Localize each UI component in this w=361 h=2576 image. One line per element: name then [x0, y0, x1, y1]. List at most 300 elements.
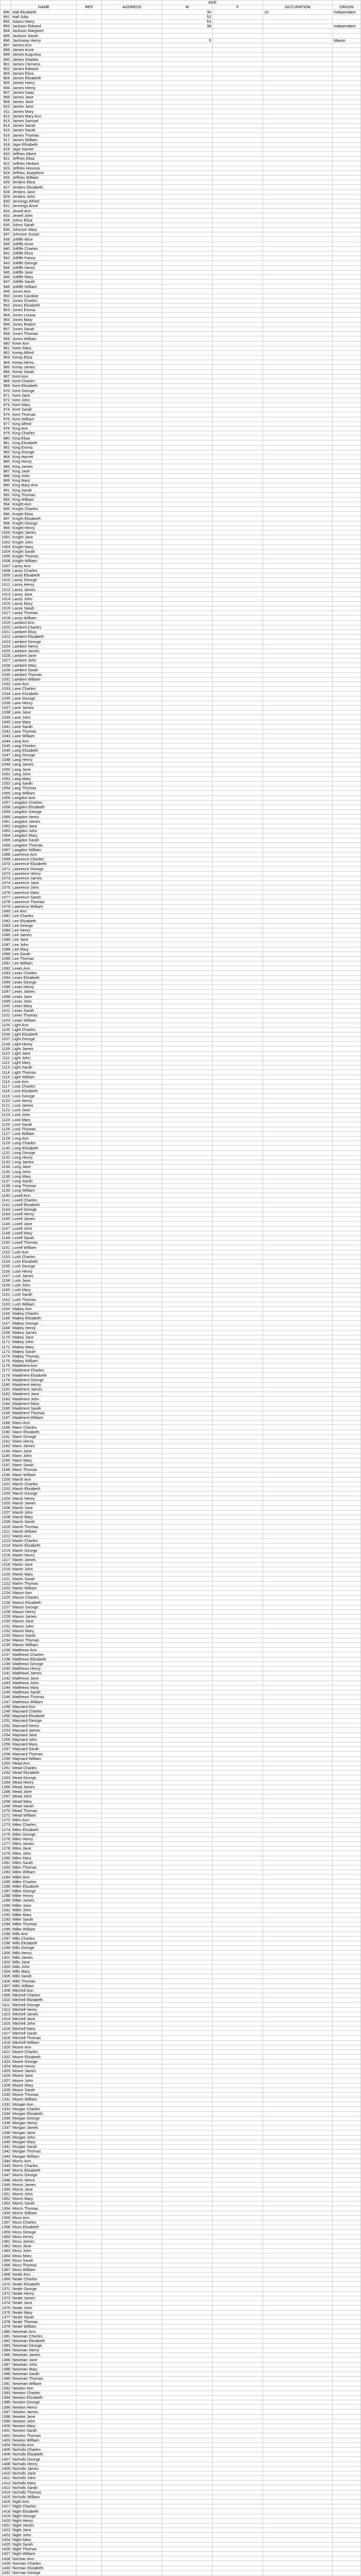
table-row — [1, 2244, 361, 2248]
person-name: Miles Henry — [11, 1837, 77, 1841]
table-row — [1, 1453, 361, 1458]
occupation-cell — [263, 2518, 333, 2523]
age-female-cell — [213, 658, 263, 663]
person-name: King Mary — [11, 478, 77, 483]
row-number: 1143 — [1, 1207, 11, 1212]
age-female-cell — [213, 393, 263, 398]
person-name: Matthews Ann — [11, 1648, 77, 1652]
age-female-cell — [213, 2159, 263, 2163]
address-cell — [102, 180, 162, 185]
age-female-cell — [213, 952, 263, 956]
occupation-cell — [263, 2504, 333, 2509]
occupation-cell — [263, 2485, 333, 2490]
row-number: 945 — [1, 270, 11, 275]
age-male-cell — [162, 1212, 213, 1217]
table-row — [1, 635, 361, 639]
occupation-cell — [263, 157, 333, 161]
origin-cell — [333, 1667, 361, 1671]
ref-cell — [77, 289, 102, 294]
person-name: Jones Thomas — [11, 332, 77, 336]
origin-cell — [333, 2022, 361, 2026]
table-row — [1, 990, 361, 994]
occupation-cell — [263, 2462, 333, 2466]
ref-cell — [77, 171, 102, 175]
person-name: Kemp James — [11, 365, 77, 369]
origin-cell — [333, 502, 361, 506]
table-row — [1, 1941, 361, 1945]
ref-cell — [77, 53, 102, 57]
origin-cell — [333, 810, 361, 815]
table-row — [1, 2556, 361, 2561]
origin-cell — [333, 47, 361, 52]
table-row — [1, 668, 361, 672]
age-male-cell — [162, 1633, 213, 1638]
address-cell — [102, 1416, 162, 1420]
person-name: Mabey Charles — [11, 1311, 77, 1316]
address-cell — [102, 436, 162, 440]
address-cell — [102, 521, 162, 526]
occupation-cell — [263, 303, 333, 308]
age-male-cell — [162, 1964, 213, 1969]
row-number: 957 — [1, 327, 11, 331]
table-row — [1, 1321, 361, 1326]
ref-cell — [77, 2414, 102, 2419]
age-male-cell — [162, 1307, 213, 1311]
origin-cell — [333, 1098, 361, 1103]
origin-cell — [333, 1307, 361, 1311]
person-name: Light James — [11, 1046, 77, 1051]
ref-cell — [77, 971, 102, 975]
occupation-cell — [263, 1183, 333, 1188]
age-female-cell — [213, 625, 263, 630]
person-name: Lane Charles — [11, 687, 77, 691]
table-row — [1, 900, 361, 904]
origin-cell — [333, 1468, 361, 1472]
row-number: 1116 — [1, 1079, 11, 1084]
occupation-cell — [263, 171, 333, 175]
person-name: Lush Thomas — [11, 1297, 77, 1302]
table-row — [1, 1463, 361, 1467]
origin-cell — [333, 166, 361, 171]
table-row — [1, 2518, 361, 2523]
age-male-cell — [162, 1808, 213, 1813]
address-cell — [102, 2405, 162, 2410]
ref-cell — [77, 1723, 102, 1728]
person-name: Morris George — [11, 2173, 77, 2178]
age-male-cell — [162, 2410, 213, 2414]
person-name: Night Charles — [11, 2504, 77, 2509]
person-name: Neale Henry — [11, 2291, 77, 2296]
table-row — [1, 43, 361, 47]
row-number: 1136 — [1, 1174, 11, 1179]
person-name: Lambert William — [11, 677, 77, 682]
age-male-cell — [162, 1084, 213, 1089]
origin-cell — [333, 2225, 361, 2230]
occupation-cell — [263, 890, 333, 895]
row-number: 981 — [1, 440, 11, 445]
age-female-cell — [213, 1023, 263, 1027]
ref-cell — [77, 317, 102, 322]
origin-cell — [333, 1179, 361, 1183]
table-row — [1, 2481, 361, 2485]
ref-cell — [77, 246, 102, 251]
table-row — [1, 2111, 361, 2116]
origin-cell — [333, 256, 361, 261]
person-name: James Harry — [11, 81, 77, 86]
row-number: 1344 — [1, 2159, 11, 2163]
person-name: Lacey Ann — [11, 564, 77, 568]
person-name: Mead Jane — [11, 1789, 77, 1794]
age-female-cell — [213, 341, 263, 346]
row-number: 1408 — [1, 2462, 11, 2466]
table-row — [1, 2187, 361, 2192]
age-female-cell — [213, 408, 263, 412]
ref-cell — [77, 1051, 102, 1056]
age-female-cell — [213, 2514, 263, 2518]
occupation-cell — [263, 795, 333, 800]
origin-cell — [333, 1146, 361, 1150]
person-name: Moss James — [11, 2239, 77, 2244]
origin-cell — [333, 1609, 361, 1614]
age-male-cell — [162, 2438, 213, 2443]
age-male-cell — [162, 824, 213, 828]
age-male-cell — [162, 620, 213, 625]
person-name: Hall Elizabeth — [11, 10, 77, 14]
row-number: 1220 — [1, 1572, 11, 1577]
age-female-cell — [213, 1837, 263, 1841]
origin-cell — [333, 1189, 361, 1193]
occupation-cell — [263, 66, 333, 71]
address-cell — [102, 1108, 162, 1112]
person-name: Morgan Jane — [11, 2130, 77, 2135]
age-female-cell — [213, 2036, 263, 2040]
age-male-cell — [162, 2282, 213, 2286]
address-cell — [102, 2301, 162, 2306]
age-female-cell — [213, 1562, 263, 1567]
row-number: 949 — [1, 289, 11, 294]
row-number: 1224 — [1, 1591, 11, 1596]
row-number: 1228 — [1, 1609, 11, 1614]
address-cell — [102, 743, 162, 748]
age-male-cell — [162, 980, 213, 985]
origin-cell — [333, 2485, 361, 2490]
age-male-cell — [162, 1804, 213, 1808]
occupation-cell — [263, 133, 333, 138]
age-female-cell — [213, 1004, 263, 1008]
row-number: 1242 — [1, 1676, 11, 1681]
origin-cell — [333, 133, 361, 138]
table-row — [1, 1255, 361, 1259]
address-cell — [102, 2220, 162, 2225]
age-male-cell — [162, 1113, 213, 1117]
row-number: 1009 — [1, 573, 11, 578]
address-cell — [102, 256, 162, 261]
age-male-cell — [162, 2518, 213, 2523]
row-number: 1171 — [1, 1340, 11, 1345]
age-male-cell — [162, 2211, 213, 2215]
age-male-cell — [162, 2263, 213, 2267]
age-male-cell — [162, 1681, 213, 1685]
address-cell — [102, 2509, 162, 2514]
occupation-cell — [263, 1946, 333, 1951]
age-male-cell — [162, 923, 213, 928]
occupation-cell — [263, 1771, 333, 1775]
row-number: 1411 — [1, 2476, 11, 2481]
address-cell — [102, 1591, 162, 1596]
occupation-cell — [263, 86, 333, 90]
origin-cell — [333, 2476, 361, 2481]
row-number: 1151 — [1, 1245, 11, 1250]
ref-cell — [77, 1596, 102, 1600]
occupation-cell — [263, 298, 333, 303]
age-female-cell — [213, 710, 263, 715]
age-female-cell — [213, 767, 263, 772]
age-male-cell — [162, 909, 213, 914]
age-male-cell — [162, 1553, 213, 1557]
address-cell — [102, 956, 162, 961]
age-male-cell — [162, 1217, 213, 1222]
person-name: Lush Charles — [11, 1255, 77, 1259]
origin-cell — [333, 1709, 361, 1714]
row-number: 1045 — [1, 743, 11, 748]
table-row — [1, 1496, 361, 1501]
person-name: Lacey Charles — [11, 568, 77, 573]
row-number: 1219 — [1, 1567, 11, 1572]
age-male-cell — [162, 805, 213, 809]
row-number: 1026 — [1, 653, 11, 658]
ref-cell — [77, 2258, 102, 2263]
age-male-cell — [162, 1231, 213, 1235]
age-female-cell — [213, 2570, 263, 2575]
occupation-cell — [263, 1193, 333, 1198]
person-name: Moore Jane — [11, 2074, 77, 2078]
age-female-cell — [213, 2163, 263, 2168]
address-cell — [102, 966, 162, 971]
table-row — [1, 2055, 361, 2059]
occupation-cell — [263, 1581, 333, 1586]
ref-cell — [77, 630, 102, 634]
age-male-cell — [162, 786, 213, 791]
address-cell — [102, 445, 162, 450]
age-female-cell — [213, 1534, 263, 1538]
person-name: Mills John — [11, 1964, 77, 1969]
row-number: 929 — [1, 194, 11, 199]
origin-cell — [333, 507, 361, 512]
ref-cell — [77, 29, 102, 33]
person-name: Lambert Elizabeth — [11, 635, 77, 639]
ref-cell — [77, 1439, 102, 1444]
row-number: 1004 — [1, 549, 11, 554]
table-row — [1, 1780, 361, 1785]
person-name: Moss Henry — [11, 2234, 77, 2239]
row-number: 1326 — [1, 2074, 11, 2078]
row-number: 1168 — [1, 1326, 11, 1330]
ref-cell — [77, 611, 102, 616]
occupation-cell — [263, 1728, 333, 1733]
occupation-cell — [263, 350, 333, 355]
age-male-cell — [162, 815, 213, 819]
age-female-cell — [213, 1742, 263, 1747]
origin-cell — [333, 2315, 361, 2319]
age-male-cell — [162, 1098, 213, 1103]
row-number: 1027 — [1, 658, 11, 663]
address-cell — [102, 185, 162, 190]
ref-cell — [77, 2570, 102, 2575]
person-name: Jolliffe Mary — [11, 275, 77, 279]
row-number: 1227 — [1, 1605, 11, 1609]
occupation-cell — [263, 1846, 333, 1851]
ref-cell — [77, 2187, 102, 2192]
person-name: Lang Henry — [11, 758, 77, 762]
table-row — [1, 317, 361, 322]
person-name: Night Ann — [11, 2500, 77, 2504]
person-name: Nicholls Thomas — [11, 2490, 77, 2495]
person-name: Light George — [11, 1037, 77, 1042]
age-female-cell — [213, 1927, 263, 1931]
table-row — [1, 1113, 361, 1117]
origin-cell — [333, 1747, 361, 1752]
person-name: Mead Ann — [11, 1761, 77, 1766]
address-cell — [102, 2348, 162, 2353]
row-number: 1213 — [1, 1538, 11, 1543]
origin-cell — [333, 2570, 361, 2575]
row-number: 1384 — [1, 2348, 11, 2353]
table-row — [1, 980, 361, 985]
row-number: 1332 — [1, 2102, 11, 2107]
origin-cell — [333, 175, 361, 180]
table-row — [1, 819, 361, 824]
person-name: Mason John — [11, 1624, 77, 1629]
row-number: 986 — [1, 464, 11, 469]
row-number: 1222 — [1, 1581, 11, 1586]
table-row — [1, 289, 361, 294]
row-number: 971 — [1, 393, 11, 398]
occupation-cell — [263, 1458, 333, 1463]
ref-cell — [77, 2230, 102, 2234]
age-male-cell — [162, 1311, 213, 1316]
row-number: 921 — [1, 157, 11, 161]
age-female-cell — [213, 2144, 263, 2149]
table-row — [1, 365, 361, 369]
person-name: Lewis George — [11, 980, 77, 985]
ref-cell — [77, 1794, 102, 1799]
row-number: 1109 — [1, 1046, 11, 1051]
table-row — [1, 53, 361, 57]
age-male-cell — [162, 2514, 213, 2518]
origin-cell — [333, 1501, 361, 1505]
table-row — [1, 2239, 361, 2244]
ref-cell — [77, 507, 102, 512]
age-male-cell — [162, 355, 213, 360]
ref-cell — [77, 1609, 102, 1614]
occupation-cell — [263, 1079, 333, 1084]
person-name: Maynard Charles — [11, 1709, 77, 1714]
table-row — [1, 336, 361, 341]
age-male-cell — [162, 123, 213, 128]
table-row — [1, 1037, 361, 1042]
origin-cell — [333, 147, 361, 151]
origin-cell — [333, 2012, 361, 2016]
ref-cell — [77, 843, 102, 848]
address-cell — [102, 559, 162, 564]
person-name: Lee Elizabeth — [11, 919, 77, 923]
person-name: Jones Sarah — [11, 327, 77, 331]
row-number: 1036 — [1, 701, 11, 705]
age-male-cell — [162, 478, 213, 483]
age-male-cell — [162, 762, 213, 767]
age-female-cell — [213, 289, 263, 294]
person-name: Mead Thomas — [11, 1808, 77, 1813]
address-cell — [102, 2267, 162, 2272]
age-male-cell — [162, 1728, 213, 1733]
table-row — [1, 1586, 361, 1590]
ref-cell — [77, 1557, 102, 1562]
address-cell — [102, 516, 162, 521]
ref-cell — [77, 1984, 102, 1988]
origin-cell — [333, 1671, 361, 1676]
age-female-cell — [213, 374, 263, 379]
origin-cell — [333, 436, 361, 440]
age-female-cell — [213, 1946, 263, 1951]
occupation-cell — [263, 867, 333, 871]
occupation-cell — [263, 1979, 333, 1984]
age-male-cell — [162, 1411, 213, 1415]
row-number: 1281 — [1, 1860, 11, 1865]
origin-cell — [333, 857, 361, 861]
person-name: Langdon Sarah — [11, 838, 77, 843]
person-name: Lane Henry — [11, 701, 77, 705]
origin-cell — [333, 2050, 361, 2055]
origin-cell — [333, 1988, 361, 1993]
age-female-cell — [213, 1250, 263, 1255]
origin-cell — [333, 1155, 361, 1160]
age-female-cell — [213, 549, 263, 554]
table-row — [1, 142, 361, 147]
table-row — [1, 587, 361, 592]
age-female-cell — [213, 2291, 263, 2296]
person-name: Marsh Charles — [11, 1482, 77, 1486]
occupation-cell — [263, 1629, 333, 1633]
origin-cell — [333, 2367, 361, 2371]
address-cell — [102, 1023, 162, 1027]
ref-cell — [77, 578, 102, 582]
table-row — [1, 1908, 361, 1912]
address-cell — [102, 455, 162, 460]
ref-cell — [77, 2296, 102, 2300]
person-name: King John — [11, 473, 77, 478]
person-name: Long Ann — [11, 1137, 77, 1141]
table-row — [1, 2286, 361, 2291]
ref-cell — [77, 1444, 102, 1449]
row-number: 1098 — [1, 994, 11, 999]
age-female-cell — [213, 1392, 263, 1397]
age-male-cell — [162, 1345, 213, 1349]
age-female-cell — [213, 1875, 263, 1879]
ref-cell — [77, 933, 102, 937]
age-female-cell — [213, 701, 263, 705]
row-number: 1264 — [1, 1780, 11, 1785]
origin-cell — [333, 1643, 361, 1648]
occupation-cell — [263, 838, 333, 843]
table-row — [1, 1103, 361, 1108]
occupation-cell — [263, 616, 333, 620]
table-row — [1, 1505, 361, 1510]
origin-cell — [333, 2239, 361, 2244]
age-female-cell — [213, 635, 263, 639]
person-name: Jacksway Henry — [11, 38, 77, 43]
origin-cell — [333, 2059, 361, 2064]
person-name: Moss Mary — [11, 2253, 77, 2258]
